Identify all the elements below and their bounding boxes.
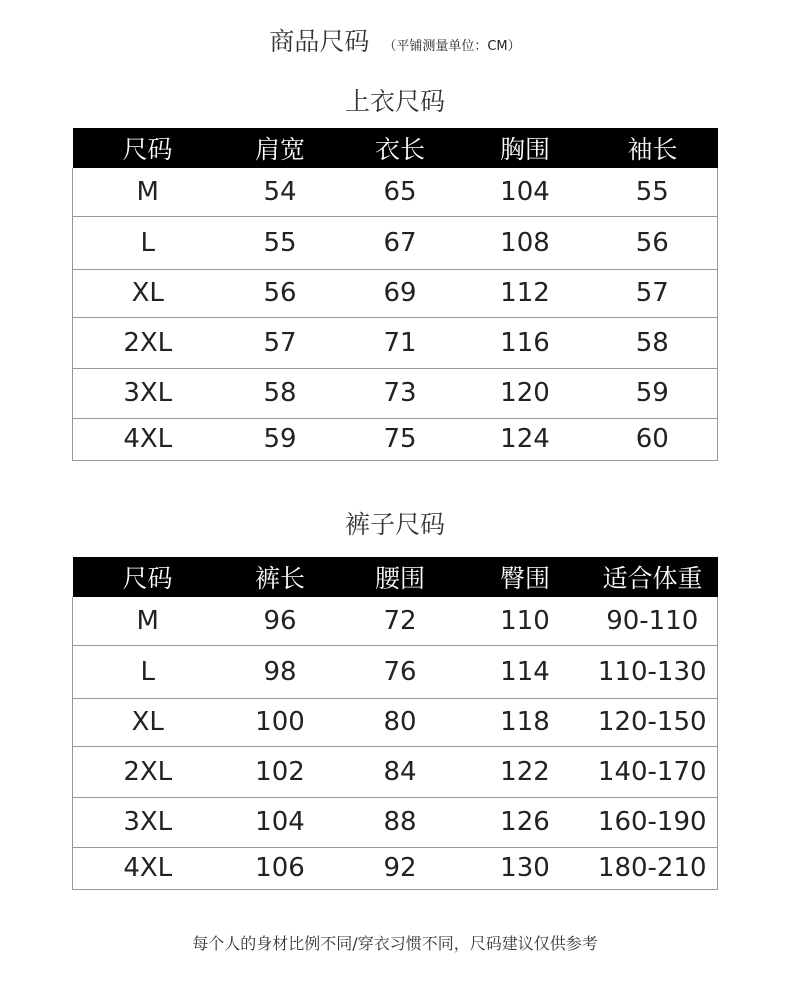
- table-cell: 102: [223, 746, 338, 797]
- table-cell: 3XL: [73, 797, 223, 847]
- table-cell: 4XL: [73, 847, 223, 889]
- table-row: [73, 645, 718, 698]
- top-size-table: [72, 128, 718, 461]
- table-cell: 160-190: [588, 797, 718, 847]
- column-header: 尺码: [73, 557, 223, 597]
- table-cell: 96: [223, 597, 338, 645]
- table-cell: 126: [463, 797, 588, 847]
- column-header: 臀围: [463, 557, 588, 597]
- table-cell: 72: [338, 597, 463, 645]
- column-header: 尺码: [73, 128, 223, 168]
- table-cell: 100: [223, 698, 338, 746]
- unit-note: （平铺测量单位：CM）: [383, 39, 521, 54]
- table-cell: 75: [338, 418, 463, 460]
- page-title-text: 商品尺码: [269, 27, 370, 56]
- table-row: [73, 216, 718, 269]
- table-cell: 120: [463, 368, 588, 418]
- table-cell: 69: [338, 269, 463, 317]
- footer-note: 每个人的身材比例不同/穿衣习惯不同，尺码建议仅供参考: [192, 934, 598, 953]
- table-cell: 55: [223, 216, 338, 269]
- table-cell: 180-210: [588, 847, 718, 889]
- table-cell: 71: [338, 317, 463, 368]
- table-cell: 2XL: [73, 746, 223, 797]
- table-cell: 120-150: [588, 698, 718, 746]
- table-cell: 80: [338, 698, 463, 746]
- table-cell: 58: [223, 368, 338, 418]
- top-size-title: 上衣尺码: [344, 87, 445, 116]
- table-cell: L: [73, 216, 223, 269]
- table-cell: 112: [463, 269, 588, 317]
- table-cell: 104: [463, 168, 588, 216]
- pants-size-title: 裤子尺码: [344, 510, 445, 539]
- column-header: 适合体重: [588, 557, 718, 597]
- column-header: 胸围: [463, 128, 588, 168]
- table-cell: 90-110: [588, 597, 718, 645]
- table-cell: 106: [223, 847, 338, 889]
- column-header: 衣长: [338, 128, 463, 168]
- table-cell: 73: [338, 368, 463, 418]
- table-row: [73, 597, 718, 645]
- table-row: [73, 168, 718, 216]
- table-cell: 116: [463, 317, 588, 368]
- column-header: 腰围: [338, 557, 463, 597]
- table-cell: 59: [223, 418, 338, 460]
- table-cell: 59: [588, 368, 718, 418]
- table-cell: 4XL: [73, 418, 223, 460]
- table-cell: 67: [338, 216, 463, 269]
- table-cell: 57: [588, 269, 718, 317]
- table-cell: 114: [463, 645, 588, 698]
- pants-size-table: [72, 557, 718, 890]
- table-cell: 57: [223, 317, 338, 368]
- column-header: 裤长: [223, 557, 338, 597]
- table-cell: 55: [588, 168, 718, 216]
- table-cell: XL: [73, 698, 223, 746]
- table-row: [73, 269, 718, 317]
- page-title: [0, 22, 790, 58]
- table-row: [73, 746, 718, 797]
- table-cell: 110: [463, 597, 588, 645]
- table-cell: XL: [73, 269, 223, 317]
- table-cell: 122: [463, 746, 588, 797]
- table-row: [73, 847, 718, 889]
- table-cell: 76: [338, 645, 463, 698]
- table-cell: L: [73, 645, 223, 698]
- table-cell: 60: [588, 418, 718, 460]
- column-header: 袖长: [588, 128, 718, 168]
- table-cell: 56: [223, 269, 338, 317]
- table-cell: 92: [338, 847, 463, 889]
- table-header-row: [73, 128, 718, 168]
- table-cell: 98: [223, 645, 338, 698]
- table-cell: 118: [463, 698, 588, 746]
- table-row: [73, 368, 718, 418]
- table-row: [73, 317, 718, 368]
- table-cell: 84: [338, 746, 463, 797]
- table-row: [73, 698, 718, 746]
- table-cell: 124: [463, 418, 588, 460]
- table-cell: 54: [223, 168, 338, 216]
- table-cell: 58: [588, 317, 718, 368]
- table-cell: 88: [338, 797, 463, 847]
- table-cell: M: [73, 597, 223, 645]
- column-header: 肩宽: [223, 128, 338, 168]
- table-row: [73, 797, 718, 847]
- table-cell: 104: [223, 797, 338, 847]
- table-cell: M: [73, 168, 223, 216]
- table-cell: 108: [463, 216, 588, 269]
- table-header-row: [73, 557, 718, 597]
- table-cell: 140-170: [588, 746, 718, 797]
- table-cell: 110-130: [588, 645, 718, 698]
- table-row: [73, 418, 718, 460]
- table-cell: 130: [463, 847, 588, 889]
- table-cell: 3XL: [73, 368, 223, 418]
- table-cell: 2XL: [73, 317, 223, 368]
- table-cell: 56: [588, 216, 718, 269]
- table-cell: 65: [338, 168, 463, 216]
